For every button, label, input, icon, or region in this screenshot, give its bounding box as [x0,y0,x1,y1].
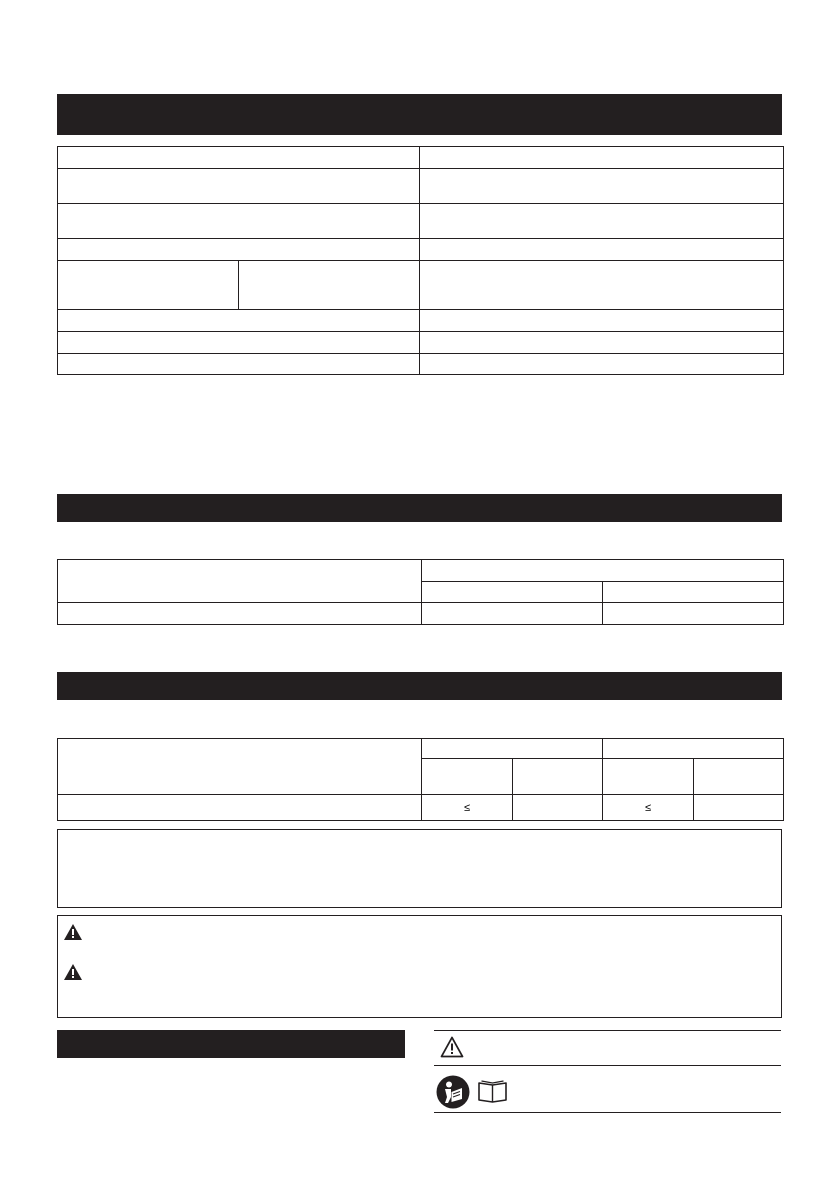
spec-sublabel [239,261,420,310]
vibration-row-label [58,795,422,821]
vibration-table [57,738,784,821]
vibration-corner-cell [58,739,422,795]
noise-header [422,560,784,582]
noise-heading-bar [57,494,782,522]
noise-table [57,559,784,625]
spec-label [58,261,239,310]
vibration-sub-header [513,759,603,795]
spec-label [58,169,420,204]
symbols-divider [434,1065,781,1066]
vibration-header [422,739,603,759]
spec-value [420,261,784,310]
spec-label [58,204,420,239]
vibration-value [694,795,784,821]
spec-value [420,310,784,332]
table-row [58,261,784,310]
warning-triangle-icon [64,964,82,980]
vibration-value [513,795,603,821]
vibration-sub-header [422,759,513,795]
table-row [58,739,784,759]
spec-label [58,310,420,332]
symbols-divider [434,1030,781,1031]
specifications-heading-bar [57,94,782,135]
noise-corner-cell [58,560,422,603]
table-row [58,169,784,204]
spec-label [58,354,420,375]
read-manual-icon [436,1075,470,1109]
specifications-table [57,146,784,375]
symbols-heading-bar [57,1030,405,1058]
noise-value [603,603,784,625]
spec-value [420,354,784,375]
noise-row-label [58,603,422,625]
spec-label [58,147,420,169]
table-row [58,560,784,582]
table-row [58,239,784,261]
table-row [58,795,784,821]
notice-box [57,829,782,908]
table-row [58,310,784,332]
table-row [58,603,784,625]
symbols-divider [434,1112,781,1113]
spec-value [420,147,784,169]
spec-label [58,332,420,354]
spec-value [420,332,784,354]
open-book-icon [477,1080,508,1103]
vibration-sub-header [694,759,784,795]
noise-sub-header [422,582,603,603]
table-row [58,354,784,375]
warning-triangle-icon [64,924,82,940]
noise-value [422,603,603,625]
spec-value [420,239,784,261]
spec-label [58,239,420,261]
table-row [58,147,784,169]
vibration-sub-header [603,759,694,795]
vibration-header [603,739,784,759]
vibration-value: ≤ [422,795,513,821]
noise-sub-header [603,582,784,603]
spec-value [420,204,784,239]
vibration-value: ≤ [603,795,694,821]
vibration-heading-bar [57,672,782,700]
warning-box [57,915,782,1018]
spec-value [420,169,784,204]
table-row [58,204,784,239]
warning-outline-icon [440,1036,464,1058]
table-row [58,332,784,354]
